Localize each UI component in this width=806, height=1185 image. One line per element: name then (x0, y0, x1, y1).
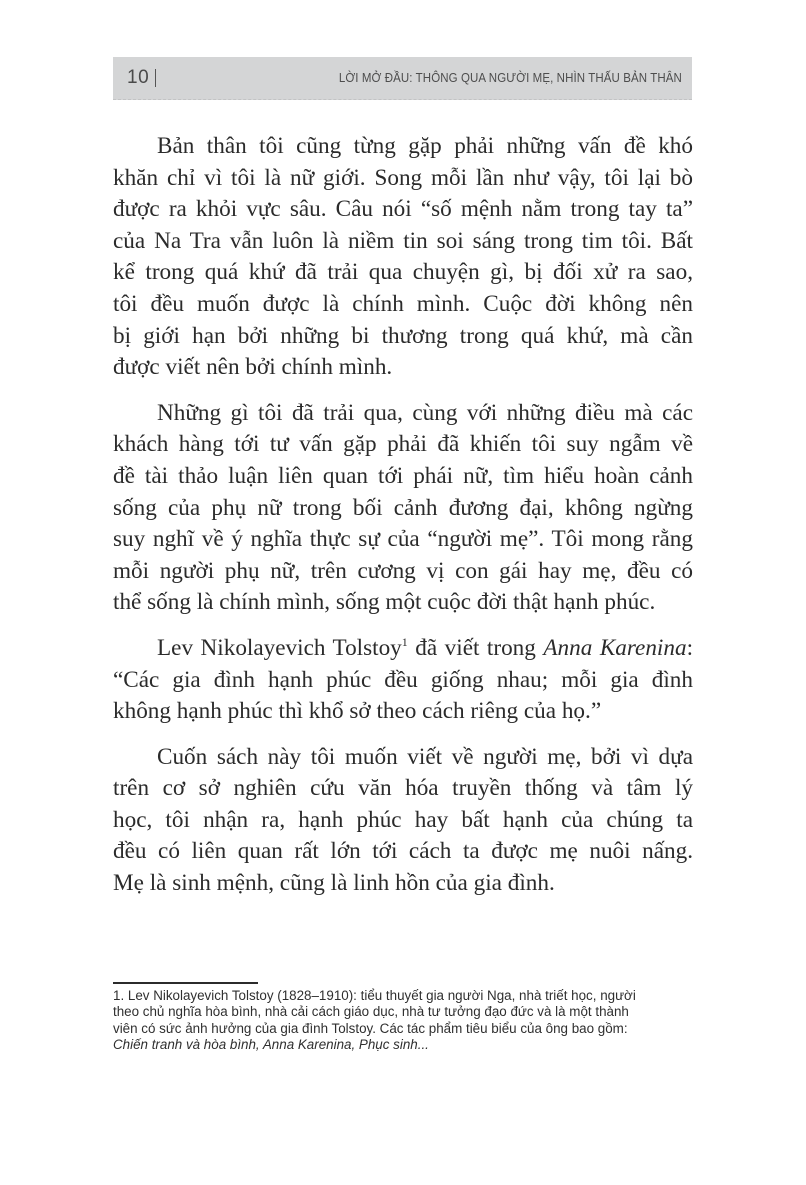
footnote-ref[interactable]: 1 (401, 634, 408, 649)
text-line: kể trong quá khứ đã trải qua chuyện gì, bị đối xử ra sao, (113, 259, 693, 286)
footnote (113, 988, 693, 1054)
text-line: suy nghĩ về ý nghĩa thực sự của “người mẹ”. Tôi mong rằng (113, 526, 693, 553)
text-span: : (686, 634, 694, 661)
running-header (113, 57, 692, 100)
text-line: Mẹ là sinh mệnh, cũng là linh hồn của gia đình. (113, 870, 555, 897)
body-text (113, 131, 693, 914)
footnote-works: Chiến tranh và hòa bình, Anna Karenina, Phục sinh... (113, 1037, 429, 1053)
text-line: mỗi người phụ nữ, trên cương vị con gái hay mẹ, đều có (113, 557, 693, 584)
paragraph-3 (113, 633, 693, 728)
text-line: trên cơ sở nghiên cứu văn hóa truyền thống và tâm lý (113, 775, 693, 802)
text-line: học, tôi nhận ra, hạnh phúc hay bất hạnh của chúng ta (113, 806, 693, 833)
text-line: Bản thân tôi cũng từng gặp phải những vấn đề khó (157, 133, 693, 159)
text-line (113, 633, 693, 665)
text-line: bị giới hạn bởi những bi thương trong quá khứ, mà cần (113, 322, 693, 349)
header-divider (155, 69, 156, 87)
text-line: thể sống là chính mình, sống một cuộc đời thật hạnh phúc. (113, 589, 656, 616)
footnote-line: viên có sức ảnh hưởng của gia đình Tolstoy. Các tác phẩm tiêu biểu của ông bao gồm: (113, 1020, 628, 1036)
text-line: khăn chỉ vì tôi là nữ giới. Song mỗi lần như vậy, tôi lại bò (113, 164, 693, 191)
text-line: không hạnh phúc thì khổ sở theo cách riêng của họ.” (113, 698, 602, 725)
text-line: “Các gia đình hạnh phúc đều giống nhau; mỗi gia đình (113, 666, 693, 693)
text-line: đều có liên quan rất lớn tới cách ta được mẹ nuôi nấng. (113, 838, 693, 865)
text-line: được ra khỏi vực sâu. Câu nói “số mệnh nằm trong tay ta” (113, 196, 693, 223)
text-span: đã viết trong (407, 634, 544, 661)
text-line: được viết nên bởi chính mình. (113, 354, 393, 381)
running-title: LỜI MỞ ĐẦU: THÔNG QUA NGƯỜI MẸ, NHÌN THẤU BẢN THÂN (338, 71, 682, 85)
footnote-line: theo chủ nghĩa hòa bình, nhà cải cách giáo dục, nhà tư tưởng đạo đức và là một thành (113, 1004, 629, 1020)
author-name: Lev Nikolayevich Tolstoy (157, 634, 402, 661)
footnote-line: 1. Lev Nikolayevich Tolstoy (1828–1910): tiểu thuyết gia người Nga, nhà triết học, người (113, 988, 636, 1003)
paragraph-2 (113, 398, 693, 619)
footnote-divider (113, 982, 258, 984)
text-line: của Na Tra vẫn luôn là niềm tin soi sáng trong tim tôi. Bất (113, 227, 693, 254)
text-line: Cuốn sách này tôi muốn viết về người mẹ, bởi vì dựa (157, 743, 693, 770)
book-title: Anna Karenina (543, 634, 687, 661)
text-line: Những gì tôi đã trải qua, cùng với những điều mà các (157, 399, 693, 426)
text-line: sống của phụ nữ trong bối cảnh đương đại, không ngừng (113, 494, 693, 521)
text-line: khách hàng tới tư vấn gặp phải đã khiến tôi suy ngẫm về (113, 431, 693, 458)
page-number: 10 (127, 67, 150, 88)
paragraph-1 (113, 131, 693, 384)
text-line: tôi đều muốn được là chính mình. Cuộc đời không nên (113, 290, 693, 317)
text-line: đề tài thảo luận liên quan tới phái nữ, tìm hiểu hoàn cảnh (113, 462, 693, 489)
paragraph-4 (113, 742, 693, 900)
